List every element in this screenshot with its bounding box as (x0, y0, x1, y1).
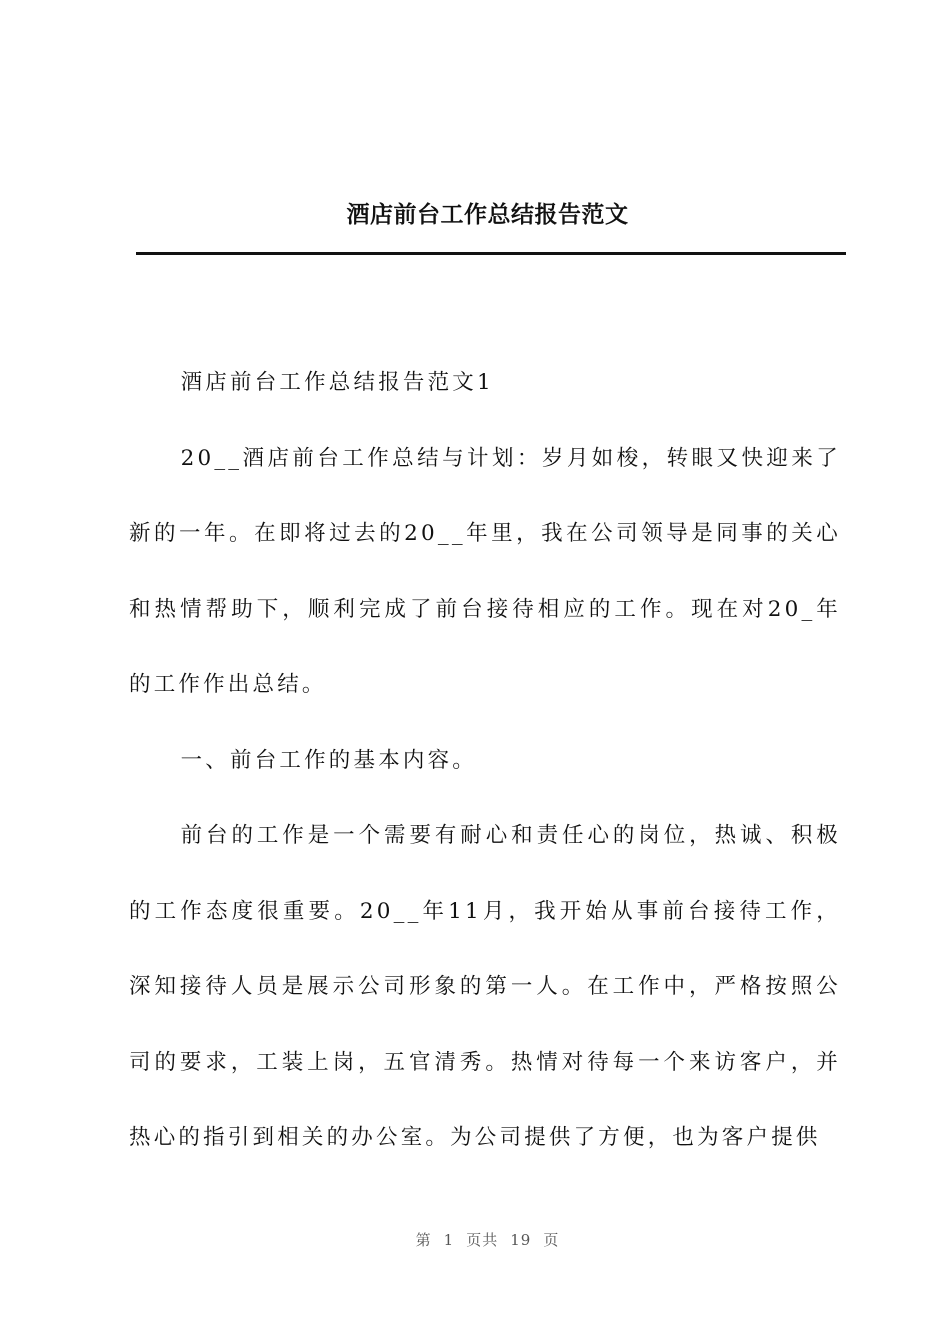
page-label-middle: 页共 (466, 1231, 499, 1249)
page-number-total: 19 (510, 1231, 532, 1249)
paragraph: 前台的工作是一个需要有耐心和责任心的岗位，热诚、积极的工作态度很重要。20__年11月，我开始从事前台接待工作，深知接待人员是展示公司形象的第一人。在工作中，严格按照公司的要求，工装上岗，五官清秀。热情对待每一个来访客户，并热心的指引到相关的办公室。为公司提供了方便，也为客户提供 (129, 823, 841, 1150)
page-label-suffix: 页 (543, 1231, 560, 1249)
document-body (129, 345, 841, 1176)
subsection-heading: 一、前台工作的基本内容。 (180, 747, 477, 773)
section-heading: 酒店前台工作总结报告范文1 (180, 370, 494, 395)
title-divider (136, 252, 846, 255)
paragraph: 20__酒店前台工作总结与计划：岁月如梭，转眼又快迎来了新的一年。在即将过去的20__年里，我在公司领导是同事的关心和热情帮助下，顺利完成了前台接待相应的工作。现在对20_年的工作作出总结。 (129, 445, 841, 697)
document-title: 酒店前台工作总结报告范文 (346, 201, 629, 228)
page-number-current: 1 (443, 1231, 455, 1249)
page-label-prefix: 第 (415, 1231, 432, 1249)
page-footer (0, 1229, 950, 1250)
